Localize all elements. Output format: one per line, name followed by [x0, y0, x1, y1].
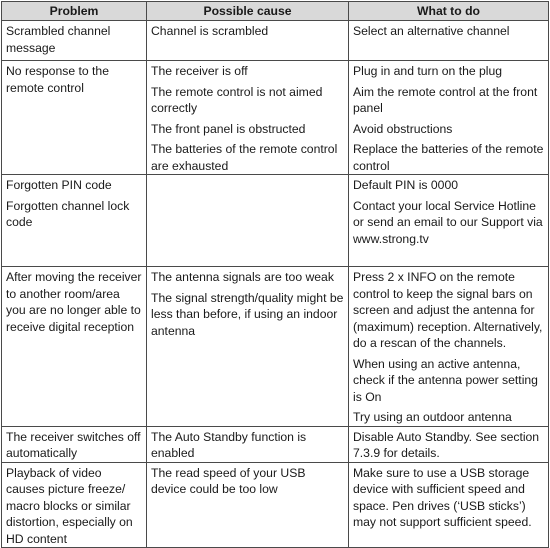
cause-cell — [147, 175, 349, 267]
cause-text: The antenna signals are too weak — [151, 270, 334, 284]
table-row — [2, 426, 549, 462]
action-text: Replace the batteries of the remote control — [353, 142, 544, 173]
cause-text: The remote control is not aimed correctly — [151, 84, 323, 115]
problem-text: No response to the remote control — [6, 64, 109, 95]
cause-text: The signal strength/quality might be less than before, if using an indoor antenna — [151, 290, 344, 338]
action-text: Make sure to use a USB storage device with sufficient speed and space. Pen drives (‘USB sticks’) may not support sufficient speed. — [353, 465, 532, 529]
action-text: Plug in and turn on the plug — [353, 64, 503, 78]
problem-text: Scrambled channel message — [6, 24, 111, 55]
table-row — [2, 61, 549, 175]
cause-cell — [147, 61, 349, 175]
action-cell — [349, 61, 549, 175]
cause-cell — [147, 21, 349, 61]
cause-text: The batteries of the remote control are exhausted — [151, 142, 338, 173]
action-text: Aim the remote control at the front panel — [353, 84, 538, 115]
header-problem: Problem — [2, 2, 147, 21]
problem-cell — [2, 175, 147, 267]
action-text: Try using an outdoor antenna — [353, 410, 512, 424]
action-text: Press 2 x INFO on the remote control to keep the signal bars on screen and adjust the antenna for (maximum) reception. Alternatively, do a rescan of the channels. — [353, 270, 543, 350]
problem-text: Forgotten PIN code — [6, 178, 112, 192]
action-text: Contact your local Service Hotline or send an email to our Support via www.strong.tv — [353, 198, 543, 246]
problem-cell — [2, 267, 147, 427]
cause-text: Channel is scrambled — [151, 24, 269, 38]
problem-cell — [2, 21, 147, 61]
action-cell — [349, 21, 549, 61]
cause-cell — [147, 462, 349, 548]
cause-text: The Auto Standby function is enabled — [151, 429, 307, 460]
cause-text: The receiver is off — [151, 64, 248, 78]
action-cell — [349, 462, 549, 548]
action-cell — [349, 267, 549, 427]
cause-text: The front panel is obstructed — [151, 121, 306, 136]
table-row — [2, 21, 549, 61]
problem-text: After moving the receiver to another room/area you are no longer able to receive digital reception — [6, 270, 142, 334]
table-row — [2, 175, 549, 267]
cause-cell — [147, 426, 349, 462]
header-row — [2, 2, 549, 21]
cause-text: The read speed of your USB device could be too low — [151, 465, 306, 496]
cause-cell — [147, 267, 349, 427]
table-row — [2, 462, 549, 548]
action-text: Avoid obstructions — [353, 121, 453, 136]
problem-cell — [2, 462, 147, 548]
action-cell — [349, 426, 549, 462]
problem-text: Playback of video causes picture freeze/ macro blocks or similar distortion, especially on HD content — [6, 465, 133, 546]
problem-cell — [2, 61, 147, 175]
action-text: Default PIN is 0000 — [353, 178, 459, 192]
table-row — [2, 267, 549, 427]
action-text: Disable Auto Standby. See section 7.3.9 for details. — [353, 429, 540, 460]
problem-text: Forgotten channel lock code — [6, 198, 130, 229]
action-cell — [349, 175, 549, 267]
header-possible-cause: Possible cause — [147, 2, 349, 21]
problem-cell — [2, 426, 147, 462]
problem-text: The receiver switches off automatically — [6, 429, 141, 460]
action-text: When using an active antenna, check if the antenna power setting is On — [353, 356, 538, 404]
troubleshooting-table — [1, 1, 549, 548]
action-text: Select an alternative channel — [353, 24, 510, 38]
header-what-to-do: What to do — [349, 2, 549, 21]
